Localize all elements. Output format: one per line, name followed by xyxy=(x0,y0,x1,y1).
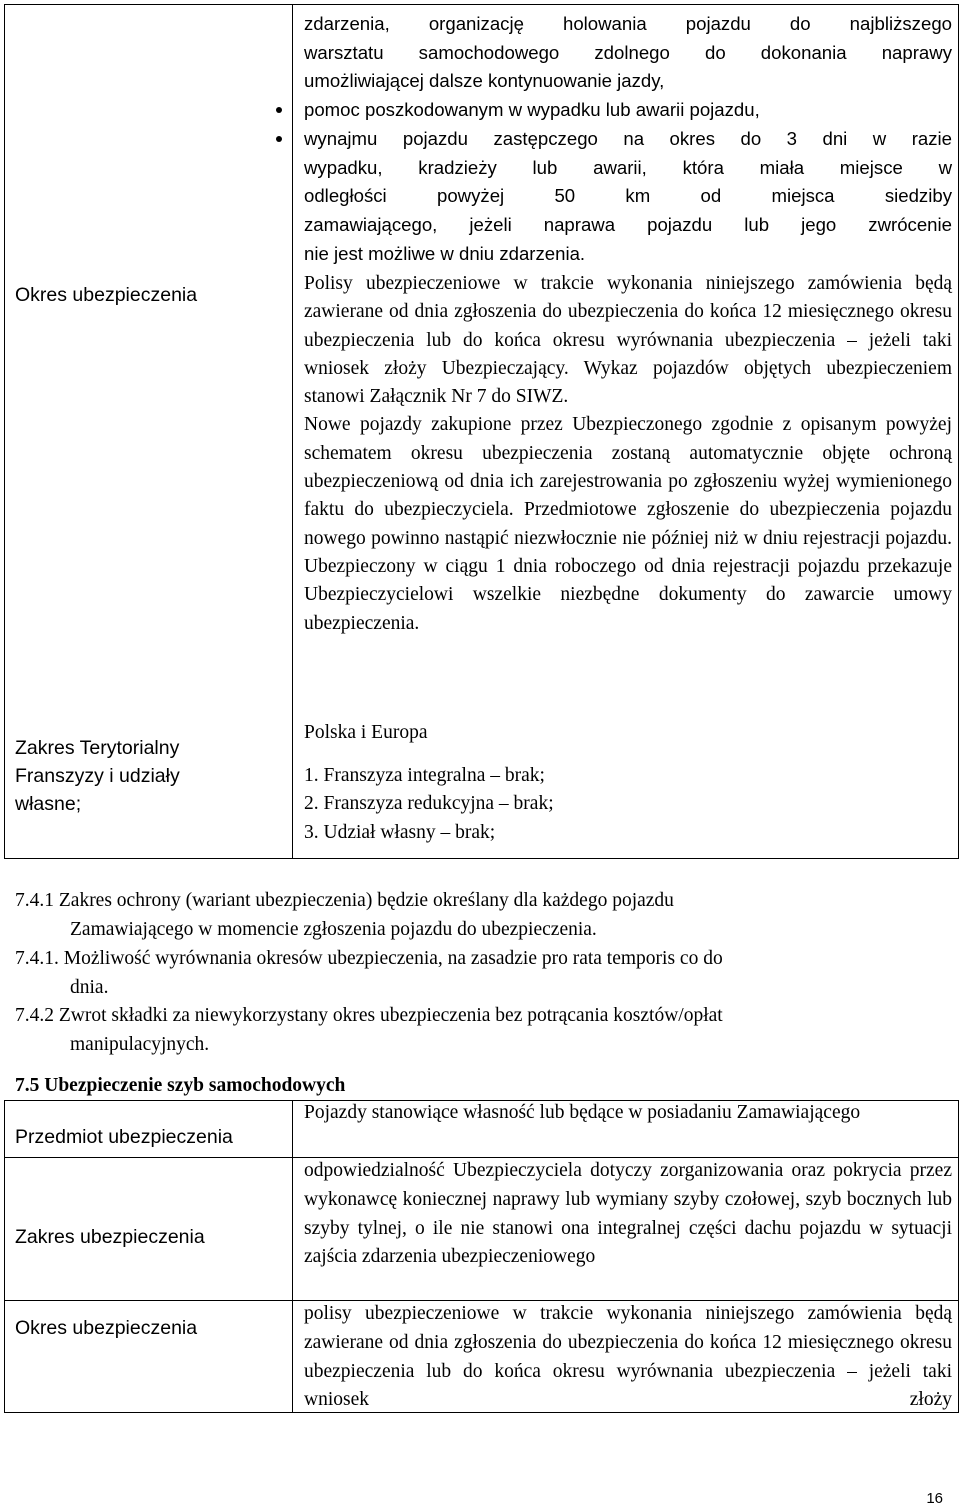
okres-ubezpieczenia-text xyxy=(304,270,952,638)
label-zakres-ubezpieczenia: Zakres ubezpieczenia xyxy=(15,1226,205,1248)
bullet-line: nie jest możliwe w dniu zdarzenia. xyxy=(304,242,586,264)
label-franszyzy-line2: własne; xyxy=(15,793,82,815)
label-okres-ubezpieczenia: Okres ubezpieczenia xyxy=(15,1317,198,1339)
intro-line: umożliwiającej dalsze kontynuowanie jazdy, xyxy=(304,70,665,92)
intro-line: warsztatu samochodowego zdolnego do dokonania naprawy xyxy=(304,41,952,63)
okres-paragraph-2: Nowe pojazdy zakupione przez Ubezpieczonego zgodnie z opisanym powyżej schematem okresu ubezpieczenia zostaną automatycznie objęte ochroną ubezpieczeniową od dnia ich zarejestrowania po zgłoszeniu wyżej wymienionego faktu do ubezpieczyciela. Przedmiotowe zgłoszenie do ubezpieczenia pojazdu nowego powinno nastąpić niezwłocznie nie później niż w dniu rejestracji pojazdu. Ubezpieczony w ciągu 1 dnia roboczego od dnia rejestracji pojazdu przekazuje Ubezpieczycielowi wszelkie niezbędne dokumenty do zawarcie umowy ubezpieczenia. xyxy=(304,414,952,634)
bullet-item xyxy=(304,96,952,125)
clause-line: 7.4.2 Zwrot składki za niewykorzystany okres ubezpieczenia bez potrącania kosztów/opłat xyxy=(15,1005,723,1026)
bullet-line: odległości powyżej 50 km od miejsca siedziby xyxy=(304,185,952,207)
coverage-table-continued xyxy=(4,4,959,859)
clause-line: manipulacyjnych. xyxy=(70,1034,210,1055)
bullet-line: wypadku, kradzieży lub awarii, która miała miejsce w xyxy=(304,156,952,178)
clause-line: Zamawiającego w momencie zgłoszenia pojazdu do ubezpieczenia. xyxy=(70,919,597,940)
clause-line: 7.4.1. Możliwość wyrównania okresów ubezpieczenia, na zasadzie pro rata temporis co do xyxy=(15,948,723,969)
okres-paragraph-1: Polisy ubezpieczeniowe w trakcie wykonania niniejszego zamówienia będą zawierane od dnia zgłoszenia do ubezpieczenia do końca 12 miesięcznego okresu ubezpieczenia lub do końca okresu wyrównania ubezpieczenia – jeżeli taki wniosek złoży Ubezpieczający. Wykaz pojazdów objętych ubezpieczeniem stanowi Załącznik Nr 7 do SIWZ. xyxy=(304,273,952,408)
intro-line: zdarzenia, organizację holowania pojazdu do najbliższego xyxy=(304,13,952,34)
section-heading-7-5: 7.5 Ubezpieczenie szyb samochodowych xyxy=(15,1075,346,1096)
bullet-line: wynajmu pojazdu zastępczego na okres do 3 dni w razie xyxy=(304,127,952,149)
column-divider xyxy=(292,1101,293,1412)
label-franszyzy-line1: Franszyzy i udziały xyxy=(15,765,180,787)
clause-line: dnia. xyxy=(70,977,109,998)
label-przedmiot-ubezpieczenia: Przedmiot ubezpieczenia xyxy=(15,1126,233,1148)
glass-insurance-table xyxy=(4,1100,959,1413)
zakres-value: odpowiedzialność Ubezpieczyciela dotyczy zorganizowania oraz pokrycia przez wykonawcę koniecznej naprawy lub wymiany szyby czołowej, szyb bocznych lub szyby tylnej, o ile nie stanowi ona integralnej części dachu pojazdu w sytuacji zajścia zdarzenia ubezpieczeniowego xyxy=(304,1160,952,1268)
franszyza-item: 2. Franszyza redukcyjna – brak; xyxy=(304,793,554,815)
franszyzy-list xyxy=(304,762,952,847)
franszyza-item: 1. Franszyza integralna – brak; xyxy=(304,765,545,786)
label-zakres-terytorialny: Zakres Terytorialny xyxy=(15,737,180,759)
assistance-bullet-list xyxy=(304,96,952,268)
franszyza-item: 3. Udział własny – brak; xyxy=(304,821,496,843)
przedmiot-value: Pojazdy stanowiące własność lub będące w posiadaniu Zamawiającego xyxy=(304,1102,861,1123)
page-number: 16 xyxy=(926,1490,943,1507)
assistance-scope-continuation xyxy=(304,10,952,268)
clause-7-4-1-dot xyxy=(15,944,945,1002)
okres-value: polisy ubezpieczeniowe w trakcie wykonania niniejszego zamówienia będą zawierane od dnia zgłoszenia do ubezpieczenia do końca 12 miesięcznego okresu ubezpieczenia lub do końca okresu wyrównania ubezpieczenia – jeżeli taki wniosek złoży xyxy=(304,1303,952,1411)
zakres-terytorialny-value: Polska i Europa xyxy=(304,722,428,743)
bullet-line: pomoc poszkodowanym w wypadku lub awarii pojazdu, xyxy=(304,99,760,121)
clause-7-4-2 xyxy=(15,1001,945,1059)
clause-line: 7.4.1 Zakres ochrony (wariant ubezpieczenia) będzie określany dla każdego pojazdu xyxy=(15,890,674,911)
column-divider xyxy=(292,5,293,858)
bullet-item xyxy=(304,125,952,269)
bullet-line: zamawiającego, jeżeli naprawa pojazdu lub jego zwrócenie xyxy=(304,213,952,235)
clause-7-4-1 xyxy=(15,886,945,944)
label-okres-ubezpieczenia: Okres ubezpieczenia xyxy=(15,284,198,306)
